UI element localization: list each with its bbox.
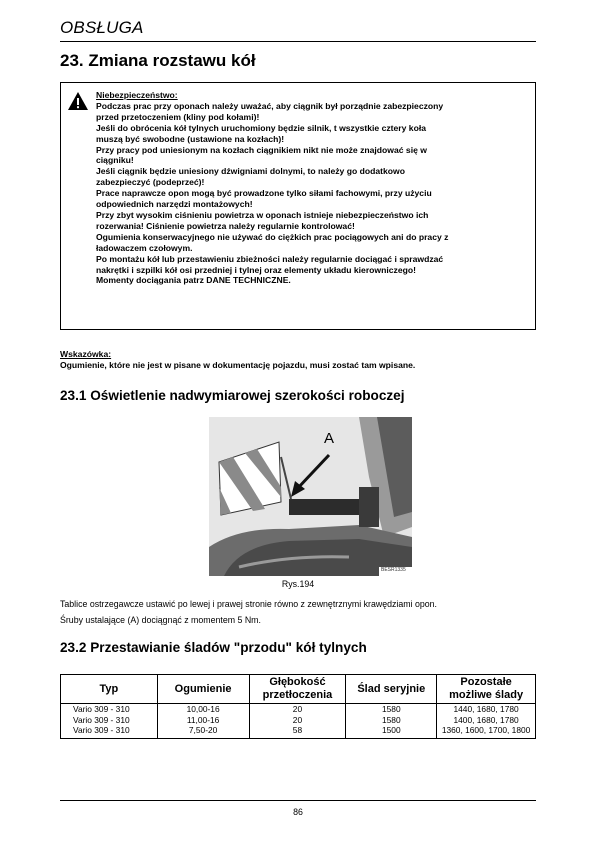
warning-line: odpowiednich narzędzi montażowych! bbox=[96, 199, 253, 210]
table-cell: 1400, 1680, 1780 bbox=[437, 715, 536, 726]
table-cell: 1440, 1680, 1780 bbox=[437, 704, 536, 715]
warning-line: Jeśli do obrócenia kół tylnych uruchomiony będzie silnik, t wszystkie cztery koła bbox=[96, 122, 427, 133]
warning-triangle-icon bbox=[67, 91, 89, 111]
table-cell: 1360, 1600, 1700, 1800 bbox=[437, 725, 536, 738]
table-row bbox=[61, 715, 536, 726]
warning-line: Ogumienia konserwacyjnego nie używać do ciężkich prac pociągowych ani do pracy z bbox=[96, 231, 449, 242]
warning-line: Przy pracy pod uniesionym na kozłach ciągnikiem nikt nie może znajdować się w bbox=[96, 144, 427, 155]
table-cell: 7,50-20 bbox=[157, 725, 249, 738]
table-row bbox=[61, 704, 536, 715]
warning-text bbox=[96, 90, 527, 286]
warning-line: rozerwania! Ciśnienie powietrza należy regularnie kontrolować! bbox=[96, 220, 355, 231]
figure-caption: Rys.194 bbox=[281, 579, 315, 589]
table-cell: 11,00-16 bbox=[157, 715, 249, 726]
table-cell: 58 bbox=[249, 725, 346, 738]
warning-line: ciągniku! bbox=[96, 155, 134, 166]
note-text: Ogumienie, które nie jest w pisane w dokumentację pojazdu, musi zostać tam wpisane. bbox=[60, 360, 416, 370]
section-title-23-2: 23.2 Przestawianie śladów "przodu" kół tylnych bbox=[60, 640, 367, 655]
warning-line: Podczas prac przy oponach należy uważać, aby ciągnik był porządnie zabezpieczony bbox=[96, 100, 444, 111]
warning-title: Niebezpieczeństwo: bbox=[96, 90, 178, 100]
warning-line: Momenty dociągania patrz DANE TECHNICZNE. bbox=[96, 275, 291, 286]
figure-warning-plate bbox=[209, 417, 412, 576]
page-number: 86 bbox=[293, 807, 303, 817]
warning-line: muszą być swobodne (ustawione na kozłach)! bbox=[96, 133, 285, 144]
table-cell: 1580 bbox=[346, 704, 437, 715]
table-cell: Vario 309 - 310 bbox=[61, 715, 158, 726]
table-header-row bbox=[61, 675, 536, 704]
table-cell: 10,00-16 bbox=[157, 704, 249, 715]
warning-line: Przy zbyt wysokim ciśnieniu powietrza w oponach istnieje niebezpieczeństwo ich bbox=[96, 209, 429, 220]
table-cell: 20 bbox=[249, 715, 346, 726]
table-cell: Vario 309 - 310 bbox=[61, 704, 158, 715]
table-cell: Vario 309 - 310 bbox=[61, 725, 158, 738]
column-header: Głębokość przetłoczenia bbox=[249, 675, 346, 704]
warning-line: Po montażu kół lub przestawieniu zbieżności należy regularnie dociągać i sprawdzać bbox=[96, 253, 444, 264]
table-cell: 20 bbox=[249, 704, 346, 715]
note-block bbox=[60, 349, 536, 371]
note-title: Wskazówka: bbox=[60, 349, 112, 359]
column-header: Pozostałe możliwe ślady bbox=[437, 675, 536, 704]
column-header: Typ bbox=[61, 675, 158, 704]
running-header: OBSŁUGA bbox=[60, 18, 536, 42]
warning-line: Jeśli ciągnik będzie uniesiony dźwigniami dolnymi, to należy go dodatkowo bbox=[96, 166, 405, 177]
warning-line: Prace naprawcze opon mogą być prowadzone tylko siłami fachowymi, przy użyciu bbox=[96, 188, 432, 199]
warning-line: przed przetoczeniem (kliny pod kołami)! bbox=[96, 111, 260, 122]
warning-box bbox=[60, 82, 536, 330]
footer-divider bbox=[60, 800, 536, 801]
column-header: Ślad seryjnie bbox=[346, 675, 437, 704]
figure-illustration bbox=[209, 417, 412, 576]
figure-callout-a: A bbox=[324, 430, 335, 447]
table-cell: 1580 bbox=[346, 715, 437, 726]
chapter-title: 23. Zmiana rozstawu kół bbox=[60, 51, 256, 70]
column-header: Ogumienie bbox=[157, 675, 249, 704]
warning-line: ładowaczem czołowym. bbox=[96, 242, 193, 253]
table-row bbox=[61, 725, 536, 738]
warning-line: nakrętki i szpilki kół osi przedniej i tylnej oraz elementy układu kierowniczego! bbox=[96, 264, 416, 275]
paragraph: Tablice ostrzegawcze ustawić po lewej i prawej stronie równo z zewnętrznymi krawędziami opon. bbox=[60, 599, 437, 609]
table-cell: 1500 bbox=[346, 725, 437, 738]
warning-line: zabezpieczyć (podeprzeć)! bbox=[96, 177, 205, 188]
figure-code: BESR1335 bbox=[381, 567, 406, 573]
paragraph: Śruby ustalające (A) dociągnąć z momentem 5 Nm. bbox=[60, 615, 261, 625]
track-width-table bbox=[60, 674, 536, 739]
section-title-23-1: 23.1 Oświetlenie nadwymiarowej szerokości roboczej bbox=[60, 388, 405, 403]
